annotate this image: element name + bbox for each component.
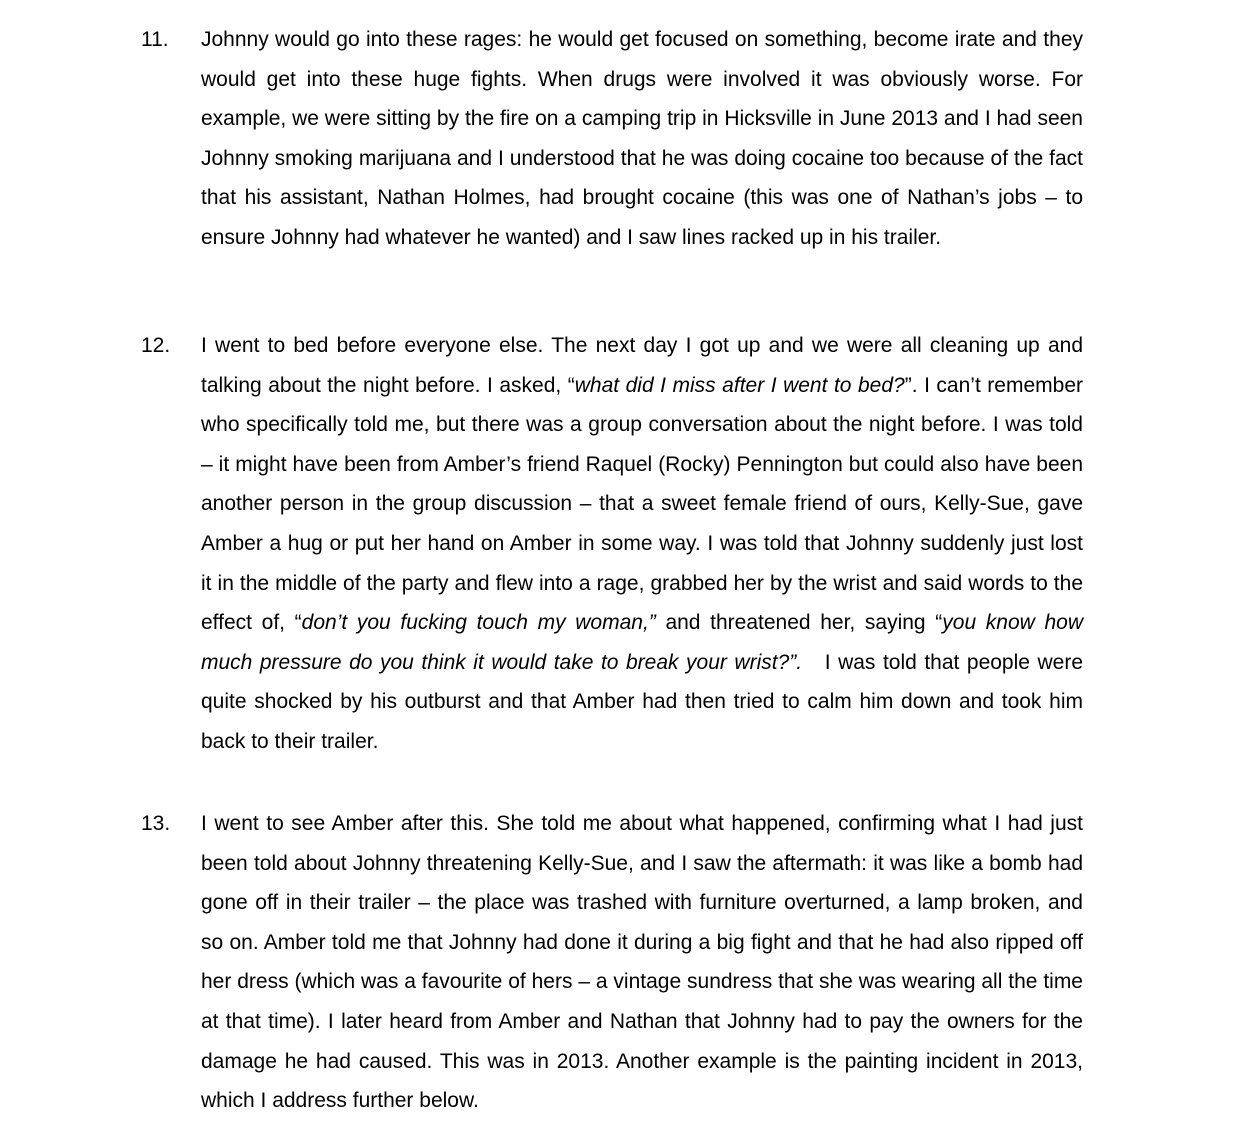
text-segment: I went to see Amber after this. She told me about what happened, confirming what I had just been told about Johnny threatening Kelly-Sue, and I saw the aftermath: it was like a bomb had gone off in their trailer – the place was trashed with furniture overturned, a lamp broken, and so on. Amber told me that Johnny had done it during a big fight and that he had also ripped off her dress (which was a favourite of hers – a vintage sundress that she was wearing all the time at that time). I later heard from Amber and Nathan that Johnny had to pay the owners for the damage he had caused. This was in 2013. Another example is the painting incident in 2013, which I address further below. — [201, 812, 1083, 1113]
paragraph-text — [201, 804, 1083, 1121]
paragraph-number: 13. — [141, 812, 171, 835]
text-segment: Johnny would go into these rages: he would get focused on something, become irate and they would get into these huge fights. When drugs were involved it was obviously worse. For example, we were sitting by the fire on a camping trip in Hicksville in June 2013 and I had seen Johnny smoking marijuana and I understood that he was doing cocaine too because of the fact that his assistant, Nathan Holmes, had brought cocaine (this was one of Nathan’s jobs – to ensure Johnny had whatever he wanted) and I saw lines racked up in his trailer. — [201, 28, 1083, 249]
text-segment: and threatened her, saying “ — [655, 611, 943, 635]
text-segment: I went to bed before everyone else. The next day I got up and we were all cleaning up and talking about the night before. I asked, “ — [201, 334, 1083, 397]
text-segment: I was told that people were quite shocked by his outburst and that Amber had then tried to calm him down and took him back to their trailer. — [201, 650, 1089, 753]
paragraph-number: 11. — [141, 28, 169, 51]
paragraph-number: 12. — [141, 334, 171, 357]
paragraph-text — [201, 326, 1089, 762]
quoted-speech: you know how much pressure do you think it would take to break your wrist?”. — [201, 611, 1083, 674]
text-segment: ”. I can’t remember who specifically told me, but there was a group conversation about the night before. I was told – it might have been from Amber’s friend Raquel (Rocky) Pennington but could also have been another person in the group discussion – that a sweet female friend of ours, Kelly-Sue, gave Amber a hug or put her hand on Amber in some way. I was told that Johnny suddenly just lost it in the middle of the party and flew into a rage, grabbed her by the wrist and said words to the effect of, “ — [201, 373, 1083, 635]
quoted-speech: what did I miss after I went to bed? — [574, 373, 905, 397]
paragraph-text — [201, 20, 1083, 258]
quoted-speech: don’t you fucking touch my woman,” — [301, 611, 656, 635]
